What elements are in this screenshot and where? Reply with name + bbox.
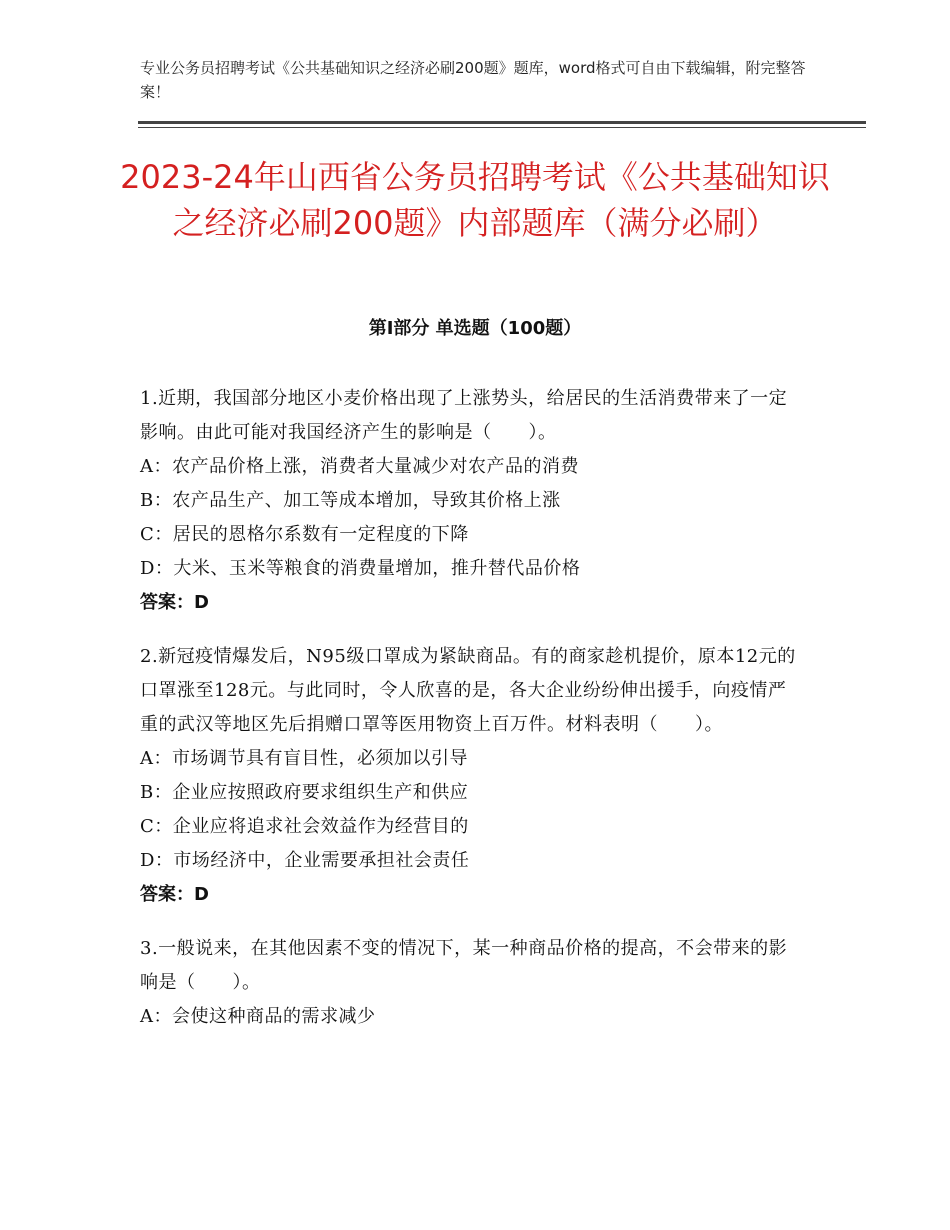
question-stem: 1.近期，我国部分地区小麦价格出现了上涨势头，给居民的生活消费带来了一定影响。由此可能对我国经济产生的影响是（ ）。 [140,388,788,443]
question-2 [140,640,800,912]
option-b: B：农产品生产、加工等成本增加，导致其价格上涨 [140,490,561,511]
answer: 答案：D [140,592,209,613]
option-a: A：市场调节具有盲目性，必须加以引导 [140,748,468,769]
question-stem: 2.新冠疫情爆发后，N95级口罩成为紧缺商品。有的商家趁机提价，原本12元的口罩涨至128元。与此同时，令人欣喜的是，各大企业纷纷伸出援手，向疫情严重的武汉等地区先后捐赠口罩等医用物资上百万件。材料表明（ ）。 [140,646,796,735]
question-list [140,382,800,1054]
option-b: B：企业应按照政府要求组织生产和供应 [140,782,469,803]
option-c: C：居民的恩格尔系数有一定程度的下降 [140,524,469,545]
header-note: 专业公务员招聘考试《公共基础知识之经济必刷200题》题库，word格式可自由下载编辑，附完整答案！ [140,59,806,101]
question-3 [140,932,800,1034]
document-title: 2023-24年山西省公务员招聘考试《公共基础知识之经济必刷200题》内部题库（满分必刷） [120,158,830,242]
question-stem: 3.一般说来，在其他因素不变的情况下，某一种商品价格的提高，不会带来的影响是（ ）。 [140,938,788,993]
header-rule-thick [138,121,866,124]
option-d: D：大米、玉米等粮食的消费量增加，推升替代品价格 [140,558,581,579]
header-rule-thin [138,127,866,128]
option-d: D：市场经济中，企业需要承担社会责任 [140,850,470,871]
option-a: A：农产品价格上涨，消费者大量减少对农产品的消费 [140,456,579,477]
section-title: 第Ⅰ部分 单选题（100题） [368,318,582,339]
option-c: C：企业应将追求社会效益作为经营目的 [140,816,469,837]
answer: 答案：D [140,884,209,905]
option-a: A：会使这种商品的需求减少 [140,1006,376,1027]
question-1 [140,382,800,620]
